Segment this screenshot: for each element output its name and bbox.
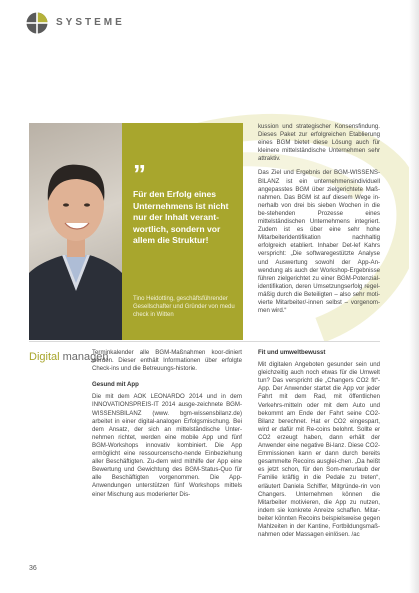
systeme-logo-icon [26, 12, 48, 34]
paragraph: Terminkalender alle BGM-Maßnahmen koor-diniert werden. Dieser enthält Informationen über erfolgte Check-ins und die Betreuungs-historie. [92, 349, 242, 373]
subheading: Fit und umweltbewusst [258, 349, 326, 356]
page-edge-shadow [409, 0, 419, 593]
paragraph: Mit digitalen Angeboten gesunder sein und gleichzeitig auch noch etwas für die Umwelt tun? Das verspricht die „Changers CO2 fit“-App. Der Anwender startet die App vor jeder Fahrt mit dem Rad, mit öffentlichen Verkehrs-mitteln oder mit dem Auto und bekommt am Ende der Fahrt seine CO2-Bilanz berechnet. Hat er CO2 eingespart, wird er dafür mit Re-coins belohnt. Sollte er CO2 erzeugt haben, dann erhält der Anwender eine negative Bi-lanz. Diese CO2-Emmissionen kann er dann durch bereits gesammelte Recoins ausglei-chen. „Da heißt es jetzt schon, für den Som-merurlaub der Familie kräftig in die Pedale zu treten“, erläutert Daniela Schiffer, Mitgründe-rin von Changers. Unternehmen können die Mitarbeiter motivieren, die App zu nutzen, indem sie konkrete Anreize schaffen. Mitar-beiter könnten Recoins beispielsweise gegen Mahlzeiten in der Kantine, Fortbildungsmaß-nahmen oder Massagen einlösen. /ac [258, 361, 380, 539]
right-column-bottom [258, 349, 380, 539]
quote-box [122, 123, 243, 340]
heading-rest: managen [59, 351, 109, 363]
right-column-top [258, 123, 380, 315]
section-title: SYSTEME [56, 17, 125, 28]
quote-mark: ” [133, 159, 146, 189]
portrait-photo [29, 123, 122, 340]
paragraph: kussion und strategischer Konsensfindung. Dieses Paket zur erfolgreichen Etablierung eines BGM bietet diese Lösung auch für kleinere mittelständische Unternehmen sehr attraktiv. [258, 123, 380, 163]
middle-column [92, 349, 242, 499]
divider [29, 341, 380, 342]
paragraph: Das Ziel und Ergebnis der BGM-WISSENS-BILANZ ist ein unternehmensindividuell angepasstes BGM über zielgerichtete Maß-nahmen. Das BGM ist auf diesem Wege in-nerhalb von drei bis sieben Wochen in die be-stehenden Prozesse eines mittelständischen Unternehmens integriert. Zudem ist es über eine sehr hohe Mitarbeiteridentifikation nachhaltig erfolgreich etabliert. Inhaber Det-lef Kahrs verspricht: „Die softwaregestützte Analyse und Auswertung sowohl der App-An-wendung als auch der Workshop-Ergebnisse führen zielgerichtet zu einer BGM-Potenzial-identifikation, deren Umsetzungserfolg regel-mäßig durch die Beteiligten – also sehr moti-vierte Mitarbeiter/-innen selbst – vorgenom-men wird.“ [258, 169, 380, 315]
page-number: 36 [29, 565, 37, 572]
heading-accent: Digital [29, 351, 60, 363]
subheading: Gesund mit App [92, 381, 139, 389]
paragraph: Die mit dem AOK LEONARDO 2014 und in dem INNOVATIONSPREIS-IT 2014 ausge-zeichnete BGM-WISSENSBILANZ (www. bgm-wissensbilanz.de) arbeitet in einer digital-analogen Erfolgsmischung. Bei dem Ansatz, der sich an mittelständische Unter-nehmen richtet, werden eine mobile App und fünf BGM-Workshops innovativ kombiniert. Die App ermöglicht eine ressourcenscho-nende Einbeziehung aller Beschäftigten. Zu-dem wird mithilfe der App eine Bewertung und Gewichtung des BGM-Status-Quo für alle Beschäftigten vorgenommen. Die App-Anwendungen unterstützen fünf Workshops mittels einer Mischung aus moderierter Dis- [92, 393, 242, 498]
quote-author: Tino Heidotting, geschäftsführender Gesellschafter und Gründer von medu check in Witten [133, 296, 235, 318]
quote-text: Für den Erfolg eines Unternehmens ist nicht nur der Inhalt verant-wortlich, sondern vor allem die Struktur! [133, 189, 229, 245]
